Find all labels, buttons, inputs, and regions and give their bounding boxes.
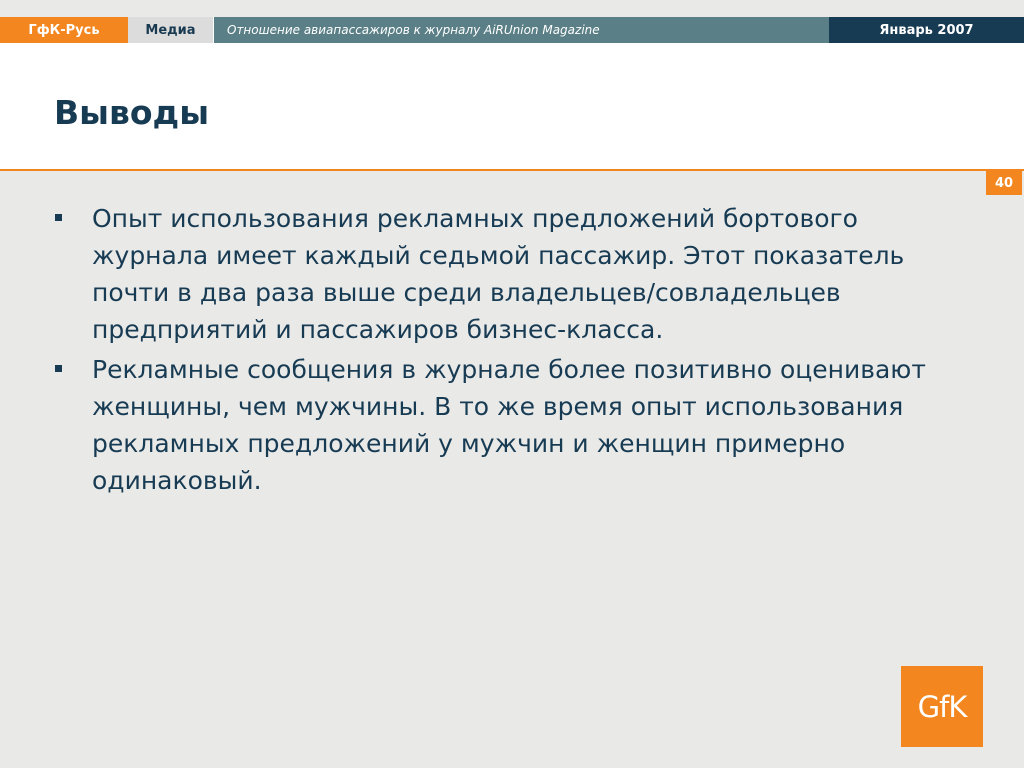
gfk-logo: GfK — [901, 666, 983, 747]
brand-label: ГфК-Русь — [0, 17, 128, 43]
conclusions-list — [55, 200, 945, 502]
title-area — [0, 43, 1024, 169]
section-label: Медиа — [128, 17, 214, 43]
orange-divider — [0, 169, 1024, 171]
bullet-text: Рекламные сообщения в журнале более позитивно оценивают женщины, чем мужчины. В то же время опыт использования рекламных предложений у мужчин и женщин примерно одинаковый. — [92, 355, 926, 495]
bullet-text: Опыт использования рекламных предложений бортового журнала имеет каждый седьмой пассажир. Этот показатель почти в два раза выше среди владельцев/совладельцев предприятий и пассажиров бизнес-класса. — [92, 204, 905, 344]
header-bar — [0, 17, 1024, 43]
list-item — [55, 351, 945, 499]
date-label: Январь 2007 — [829, 17, 1024, 43]
subject-label: Отношение авиапассажиров к журналу AiRUnion Magazine — [214, 17, 829, 43]
list-item — [55, 200, 945, 348]
page-title: Выводы — [54, 93, 210, 132]
page-number-badge: 40 — [986, 171, 1022, 195]
square-bullet-icon — [55, 214, 62, 221]
square-bullet-icon — [55, 365, 62, 372]
